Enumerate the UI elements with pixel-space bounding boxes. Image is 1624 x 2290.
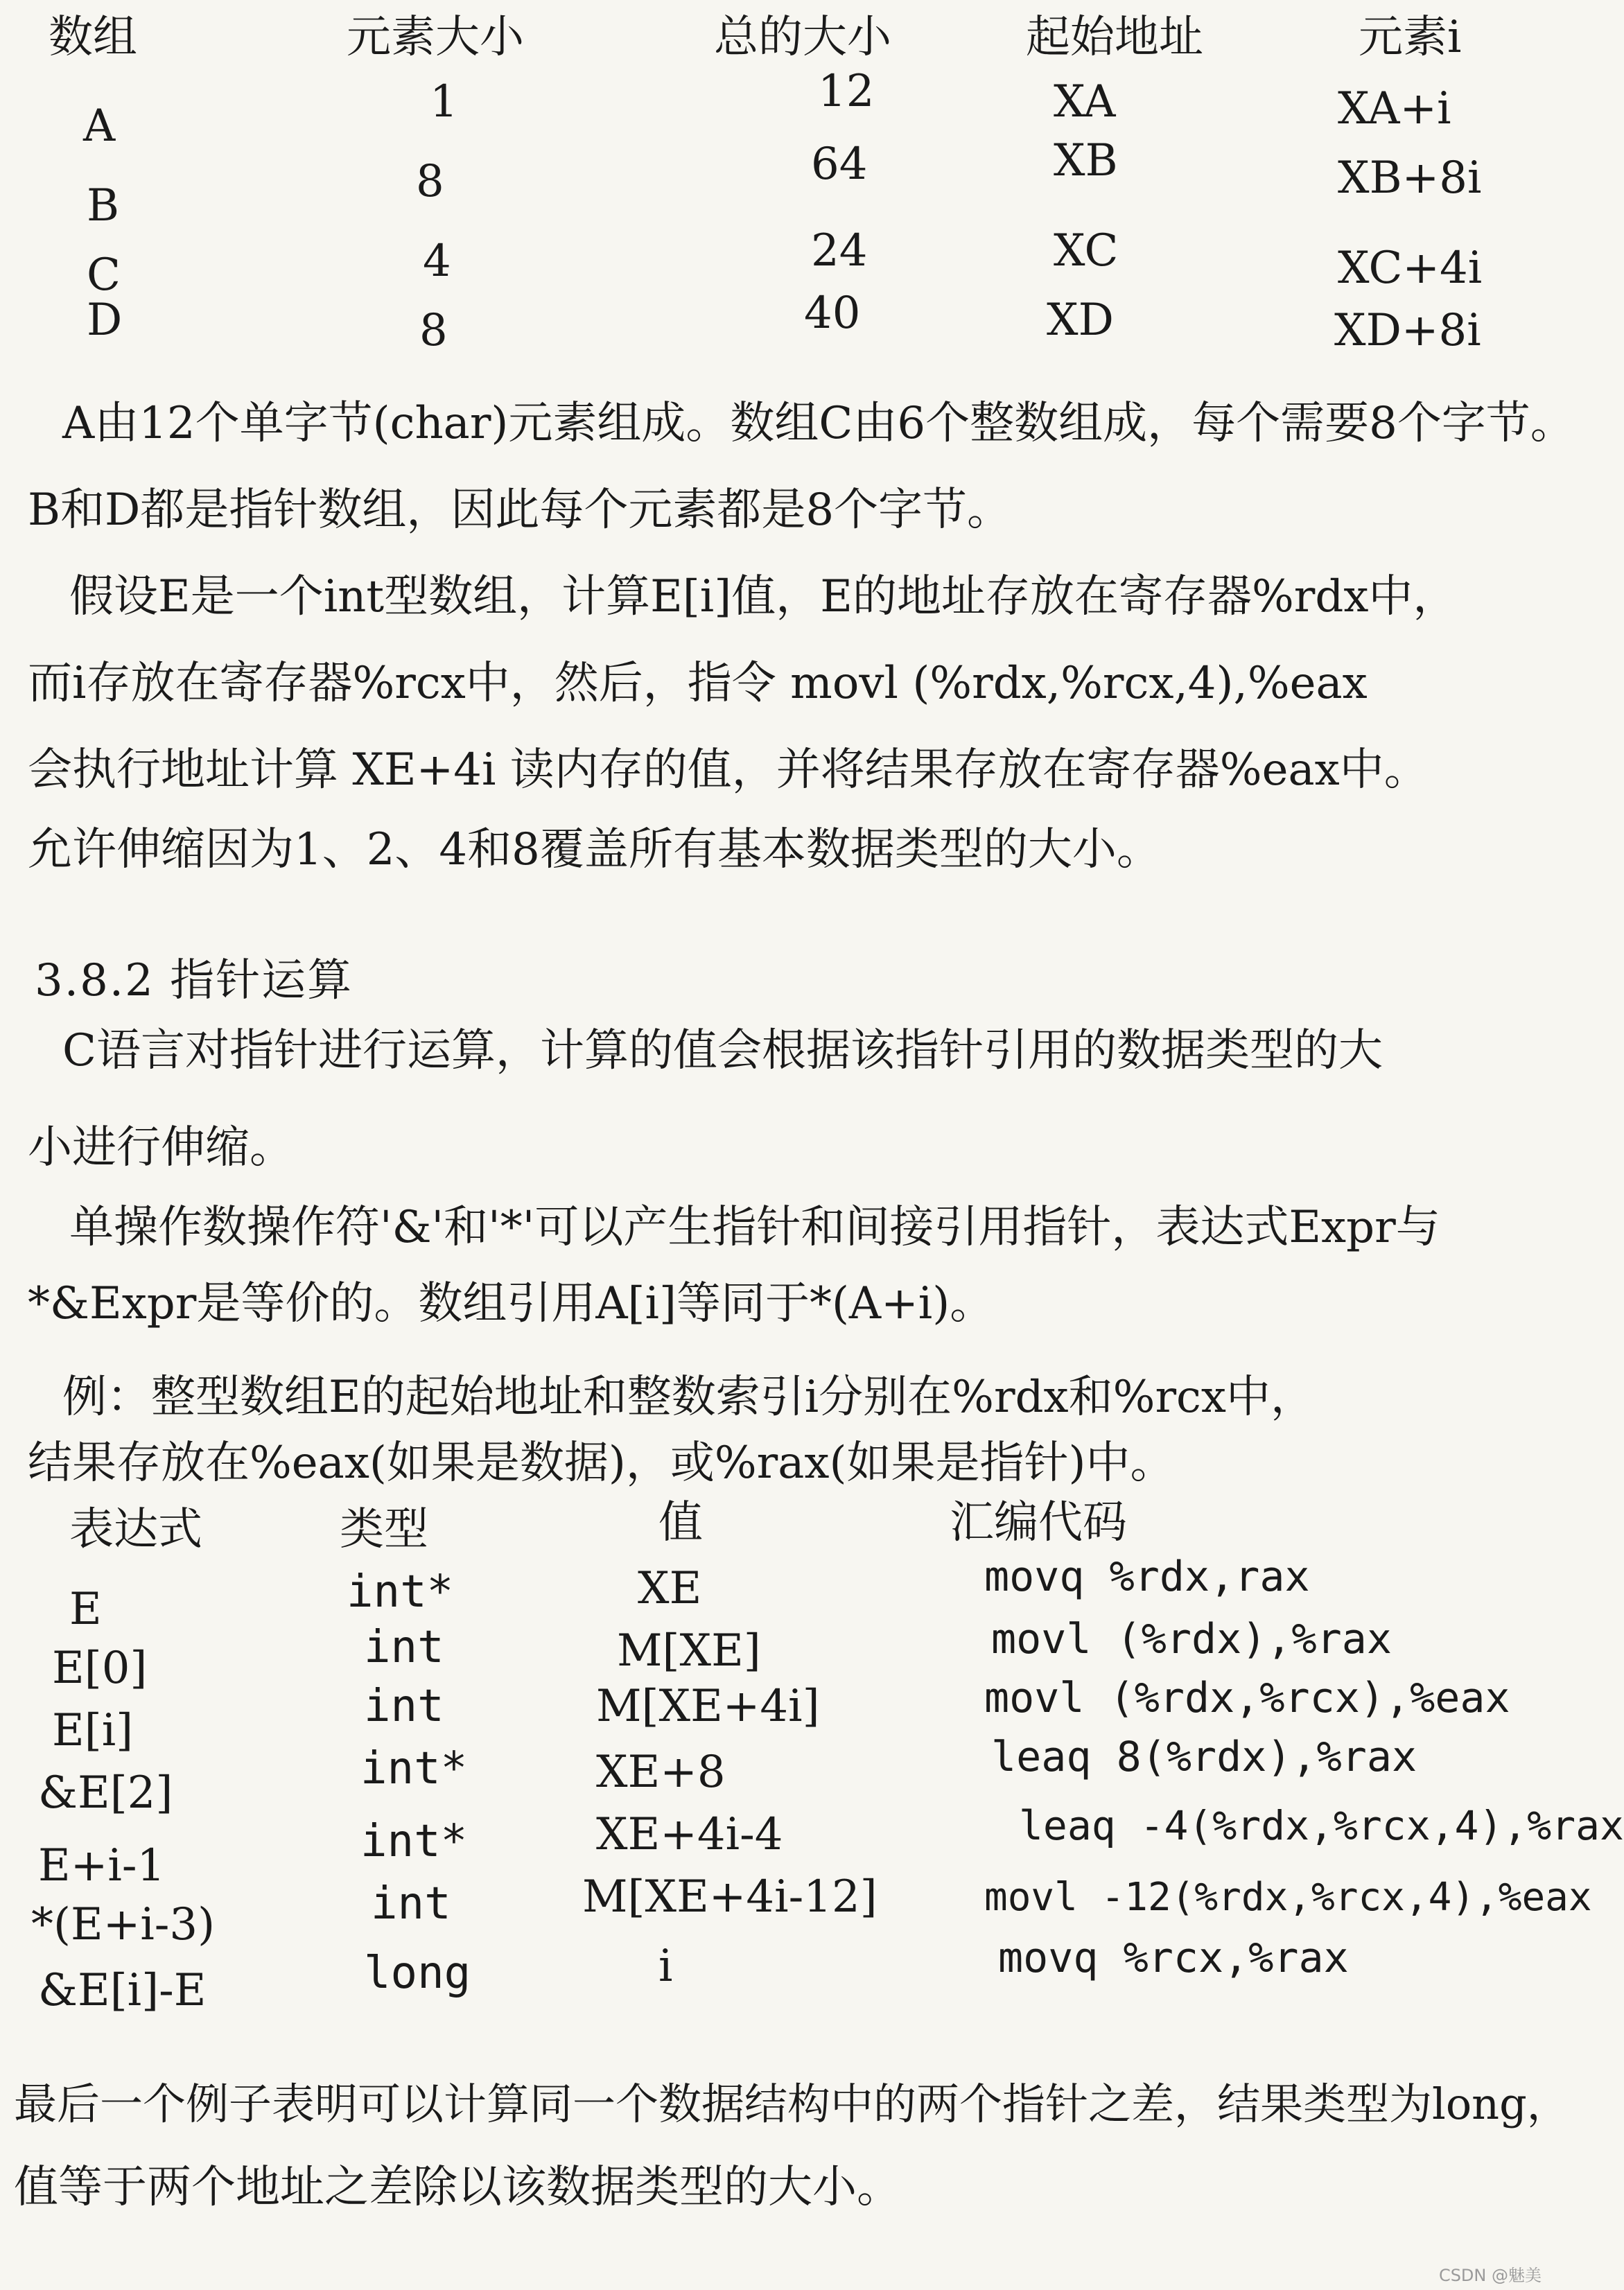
table2-cell: M[XE+4i] xyxy=(596,1681,820,1732)
table2-cell: int* xyxy=(360,1743,468,1794)
table1-header-cell: 数组 xyxy=(49,12,137,63)
table1-cell: 24 xyxy=(811,225,868,277)
paragraph: 假设E是一个int型数组，计算E[i]值，E的地址存放在寄存器%rdx中， xyxy=(69,571,1458,622)
table1-cell: C xyxy=(87,250,121,301)
table1-cell: 8 xyxy=(419,305,448,356)
paragraph: A由12个单字节(char)元素组成。数组C由6个整数组成，每个需要8个字节。 xyxy=(62,398,1575,449)
table2-cell: E xyxy=(69,1584,102,1635)
table1-cell: B xyxy=(87,180,120,231)
paragraph: 而i存放在寄存器%rcx中，然后，指令 movl (%rdx,%rcx,4),%eax xyxy=(28,658,1368,709)
table2-cell: movl -12(%rdx,%rcx,4),%eax xyxy=(984,1875,1592,1920)
table2-cell: long xyxy=(364,1948,471,1999)
paragraph: C语言对指针进行运算，计算的值会根据该指针引用的数据类型的大 xyxy=(62,1025,1383,1076)
paragraph: B和D都是指针数组，因此每个元素都是8个字节。 xyxy=(28,484,1012,536)
table1-cell: 1 xyxy=(430,76,458,128)
table2-cell: XE xyxy=(638,1563,702,1614)
table1-cell: A xyxy=(83,100,116,152)
table2-cell: movl (%rdx),%rax xyxy=(991,1615,1392,1663)
table1-cell: XA+i xyxy=(1338,83,1451,134)
paragraph: 允许伸缩因为1、2、4和8覆盖所有基本数据类型的大小。 xyxy=(28,824,1161,875)
table2-cell: M[XE+4i-12] xyxy=(582,1871,878,1923)
table2-header-cell: 值 xyxy=(658,1497,703,1548)
table2-cell: int xyxy=(364,1622,444,1673)
table2-cell: movq %rcx,%rax xyxy=(998,1934,1349,1982)
table1-cell: 40 xyxy=(804,288,861,339)
table2-cell: M[XE] xyxy=(617,1625,761,1677)
table2-cell: &E[2] xyxy=(38,1767,173,1819)
table2-header-cell: 表达式 xyxy=(69,1504,202,1555)
table2-cell: i xyxy=(658,1941,673,1992)
table1-cell: 4 xyxy=(423,236,451,287)
table1-cell: XD xyxy=(1047,295,1114,346)
table1-cell: XC+4i xyxy=(1338,243,1483,294)
watermark: CSDN @魅美 xyxy=(1438,2266,1542,2285)
table2-cell: movl (%rdx,%rcx),%eax xyxy=(984,1674,1510,1722)
table1-header-cell: 起始地址 xyxy=(1026,12,1203,63)
section-title: 3.8.2 指针运算 xyxy=(35,955,353,1006)
table1-cell: 8 xyxy=(416,156,444,207)
paragraph: *&Expr是等价的。数组引用A[i]等同于*(A+i)。 xyxy=(28,1278,995,1329)
table1-cell: XA xyxy=(1054,76,1116,128)
paragraph: 值等于两个地址之差除以该数据类型的大小。 xyxy=(14,2162,901,2213)
table1-header-cell: 元素大小 xyxy=(347,12,524,63)
table1-cell: XB xyxy=(1054,135,1118,186)
table2-cell: int xyxy=(364,1681,444,1732)
table1-header-cell: 元素i xyxy=(1359,12,1462,63)
table1-cell: 12 xyxy=(818,66,875,117)
paragraph: 例：整型数组E的起始地址和整数索引i分别在%rdx和%rcx中， xyxy=(62,1372,1315,1423)
table1-header-cell: 总的大小 xyxy=(714,12,891,63)
table2-cell: E[i] xyxy=(52,1705,134,1756)
paragraph: 结果存放在%eax(如果是数据)，或%rax(如果是指针)中。 xyxy=(28,1437,1175,1489)
table2-cell: leaq 8(%rdx),%rax xyxy=(991,1733,1417,1781)
table2-cell: &E[i]-E xyxy=(38,1965,207,2016)
table1-cell: XB+8i xyxy=(1338,152,1482,204)
table2-cell: int* xyxy=(347,1566,454,1618)
table1-cell: 64 xyxy=(811,139,868,190)
table2-cell: *(E+i-3) xyxy=(31,1899,216,1950)
table2-header-cell: 类型 xyxy=(340,1504,428,1555)
paragraph: 会执行地址计算 XE+4i 读内存的值，并将结果存放在寄存器%eax中。 xyxy=(28,744,1429,796)
table2-cell: leaq -4(%rdx,%rcx,4),%rax xyxy=(1019,1802,1624,1849)
table2-cell: E[0] xyxy=(52,1643,148,1694)
paragraph: 最后一个例子表明可以计算同一个数据结构中的两个指针之差，结果类型为long， xyxy=(14,2079,1570,2129)
table1-cell: D xyxy=(87,295,123,346)
table2-cell: E+i-1 xyxy=(38,1840,166,1891)
table2-cell: XE+8 xyxy=(596,1747,726,1798)
table2-cell: int xyxy=(371,1878,451,1930)
table1-cell: XD+8i xyxy=(1334,305,1481,356)
table2-cell: int* xyxy=(360,1816,468,1867)
table2-cell: movq %rdx,rax xyxy=(984,1553,1310,1601)
table2-header-cell: 汇编代码 xyxy=(950,1497,1127,1548)
table1-cell: XC xyxy=(1054,225,1119,277)
table2-cell: XE+4i-4 xyxy=(596,1809,783,1860)
paragraph: 单操作数操作符'&'和'*'可以产生指针和间接引用指针，表达式Expr与 xyxy=(69,1202,1440,1253)
paragraph: 小进行伸缩。 xyxy=(28,1122,294,1173)
